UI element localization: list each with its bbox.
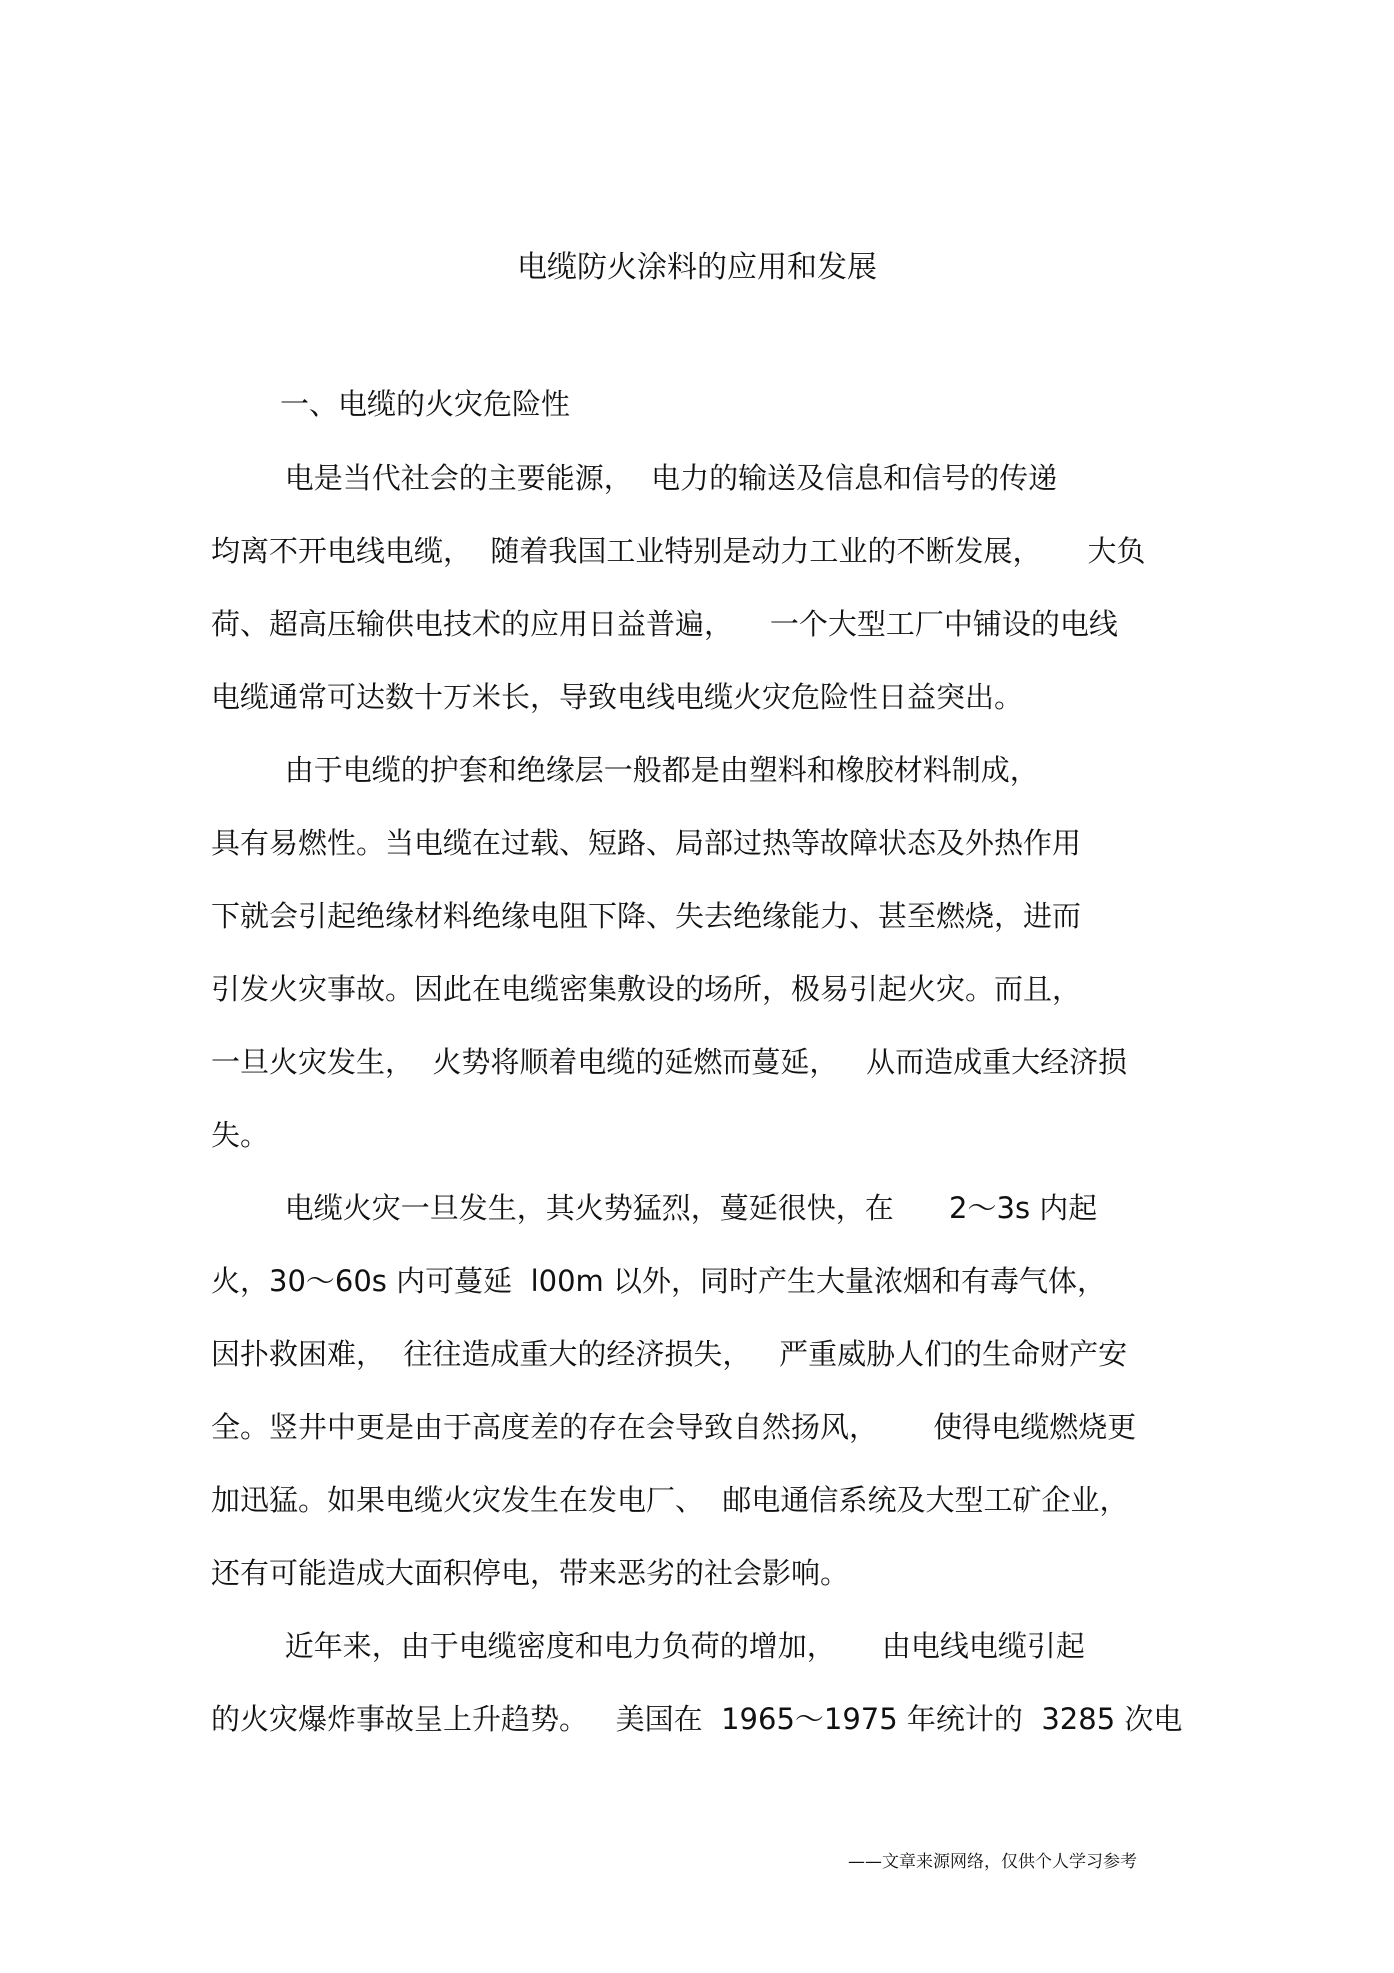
body-line: 火，30～60s 内可蔓延 l00m 以外，同时产生大量浓烟和有毒气体， [211, 1264, 1106, 1298]
body-line: 电是当代社会的主要能源， 电力的输送及信息和信号的传递 [211, 461, 1058, 495]
body-line: 的火灾爆炸事故呈上升趋势。 美国在 1965～1975 年统计的 3285 次电 [211, 1702, 1183, 1736]
body-line: 由于电缆的护套和绝缘层一般都是由塑料和橡胶材料制成， [211, 753, 1039, 787]
body-line: 失。 [211, 1118, 270, 1152]
section-heading: 一、电缆的火灾危险性 [280, 387, 571, 421]
body-line: 全。竖井中更是由于高度差的存在会导致自然扬风， 使得电缆燃烧更 [211, 1410, 1137, 1444]
body-line: 还有可能造成大面积停电，带来恶劣的社会影响。 [211, 1556, 850, 1590]
body-line: 均离不开电线电缆， 随着我国工业特别是动力工业的不断发展， 大负 [211, 534, 1146, 568]
body-line: 近年来，由于电缆密度和电力负荷的增加， 由电线电缆引起 [211, 1629, 1085, 1663]
body-line: 电缆通常可达数十万米长，导致电线电缆火灾危险性日益突出。 [211, 680, 1024, 714]
document-title: 电缆防火涂料的应用和发展 [517, 250, 877, 285]
body-line: 荷、超高压输供电技术的应用日益普遍， 一个大型工厂中铺设的电线 [211, 607, 1118, 641]
body-line: 引发火灾事故。因此在电缆密集敷设的场所，极易引起火灾。而且， [211, 972, 1082, 1006]
body-line: 因扑救困难， 往往造成重大的经济损失， 严重威胁人们的生命财产安 [211, 1337, 1128, 1371]
body-line: 具有易燃性。当电缆在过载、短路、局部过热等故障状态及外热作用 [211, 826, 1082, 860]
body-line: 下就会引起绝缘材料绝缘电阻下降、失去绝缘能力、甚至燃烧，进而 [211, 899, 1082, 933]
body-line: 电缆火灾一旦发生，其火势猛烈，蔓延很快，在 2～3s 内起 [211, 1191, 1098, 1225]
body-line: 加迅猛。如果电缆火灾发生在发电厂、 邮电通信系统及大型工矿企业， [211, 1483, 1129, 1517]
body-line: 一旦火灾发生， 火势将顺着电缆的延燃而蔓延， 从而造成重大经济损 [211, 1045, 1128, 1079]
footer-note: ——文章来源网络，仅供个人学习参考 [848, 1852, 1137, 1872]
